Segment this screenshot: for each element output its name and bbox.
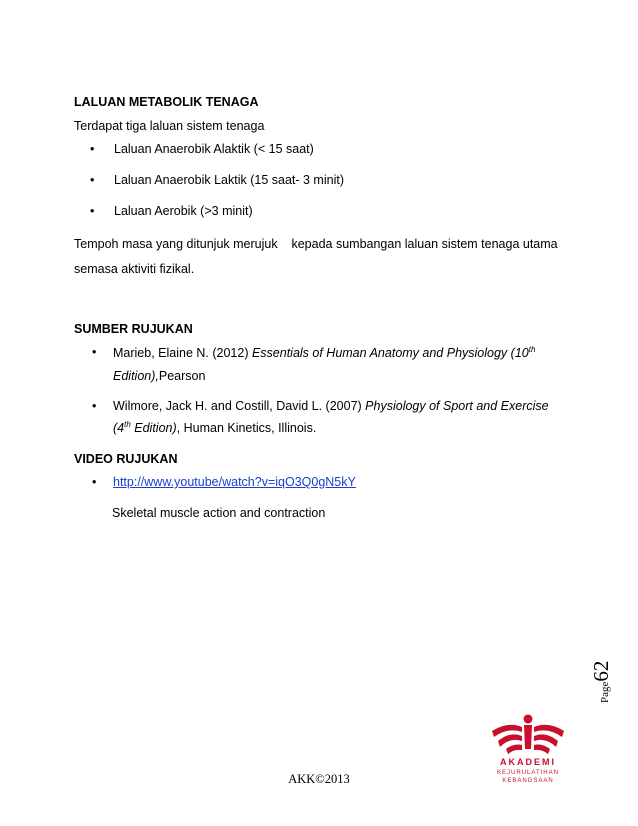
bullet-icon: • xyxy=(90,142,95,156)
paragraph-line-2: semasa aktiviti fizikal. xyxy=(74,262,195,276)
video-link-row xyxy=(113,475,356,489)
bullet-icon: • xyxy=(92,475,97,489)
video-link[interactable]: http://www.youtube/watch?v=iqO3Q0gN5kY xyxy=(113,475,356,489)
reference-edition: Edition) xyxy=(130,421,177,436)
reference-1-line-2 xyxy=(113,369,205,383)
reference-publisher: , Human Kinetics, Illinois. xyxy=(176,421,317,436)
logo-line-2: KEJURULATIHAN xyxy=(497,770,559,776)
logo-line-1: AKADEMI xyxy=(500,757,556,767)
list-item xyxy=(90,142,314,156)
reference-title: Essentials of Human Anatomy and Physiology (10 xyxy=(251,346,529,361)
bullet-icon: • xyxy=(92,399,97,413)
reference-2-line-1 xyxy=(113,399,549,413)
reference-1-line-1 xyxy=(113,345,535,360)
section-heading-metabolic: LALUAN METABOLIK TENAGA xyxy=(74,95,259,109)
logo-line-3: KEBANGSAAN xyxy=(502,778,554,784)
page-label: Page xyxy=(599,681,611,703)
video-caption: Skeletal muscle action and contraction xyxy=(112,506,326,520)
reference-publisher: Pearson xyxy=(158,369,206,383)
reference-authors: Marieb, Elaine N. (2012) xyxy=(113,346,252,361)
intro-text: Terdapat tiga laluan sistem tenaga xyxy=(74,119,265,133)
footer-copyright: AKK©2013 xyxy=(288,772,350,786)
list-item-text: Laluan Aerobik (>3 minit) xyxy=(114,204,253,218)
list-item-text: Laluan Anaerobik Alaktik (< 15 saat) xyxy=(114,142,314,156)
superscript: th xyxy=(124,420,131,429)
bullet-icon: • xyxy=(90,173,95,187)
list-item xyxy=(90,204,253,218)
reference-2-line-2 xyxy=(113,420,316,435)
list-item-text: Laluan Anaerobik Laktik (15 saat- 3 minit) xyxy=(114,173,344,187)
list-item xyxy=(90,173,344,187)
reference-edition: Edition), xyxy=(113,369,159,383)
reference-title: Physiology of Sport and Exercise xyxy=(365,399,549,413)
reference-authors: Wilmore, Jack H. and Costill, David L. (2007) xyxy=(113,399,366,413)
paragraph-line-1: Tempoh masa yang ditunjuk merujuk kepada sumbangan laluan sistem tenaga utama xyxy=(74,237,558,251)
section-heading-video: VIDEO RUJUKAN xyxy=(74,452,178,466)
superscript: th xyxy=(528,345,536,354)
page-number xyxy=(589,653,629,703)
bullet-icon: • xyxy=(90,204,95,218)
reference-edition-pre: (4 xyxy=(113,421,125,436)
bullet-icon: • xyxy=(92,345,97,359)
section-heading-references: SUMBER RUJUKAN xyxy=(74,322,193,336)
page-value: 62 xyxy=(589,660,613,682)
